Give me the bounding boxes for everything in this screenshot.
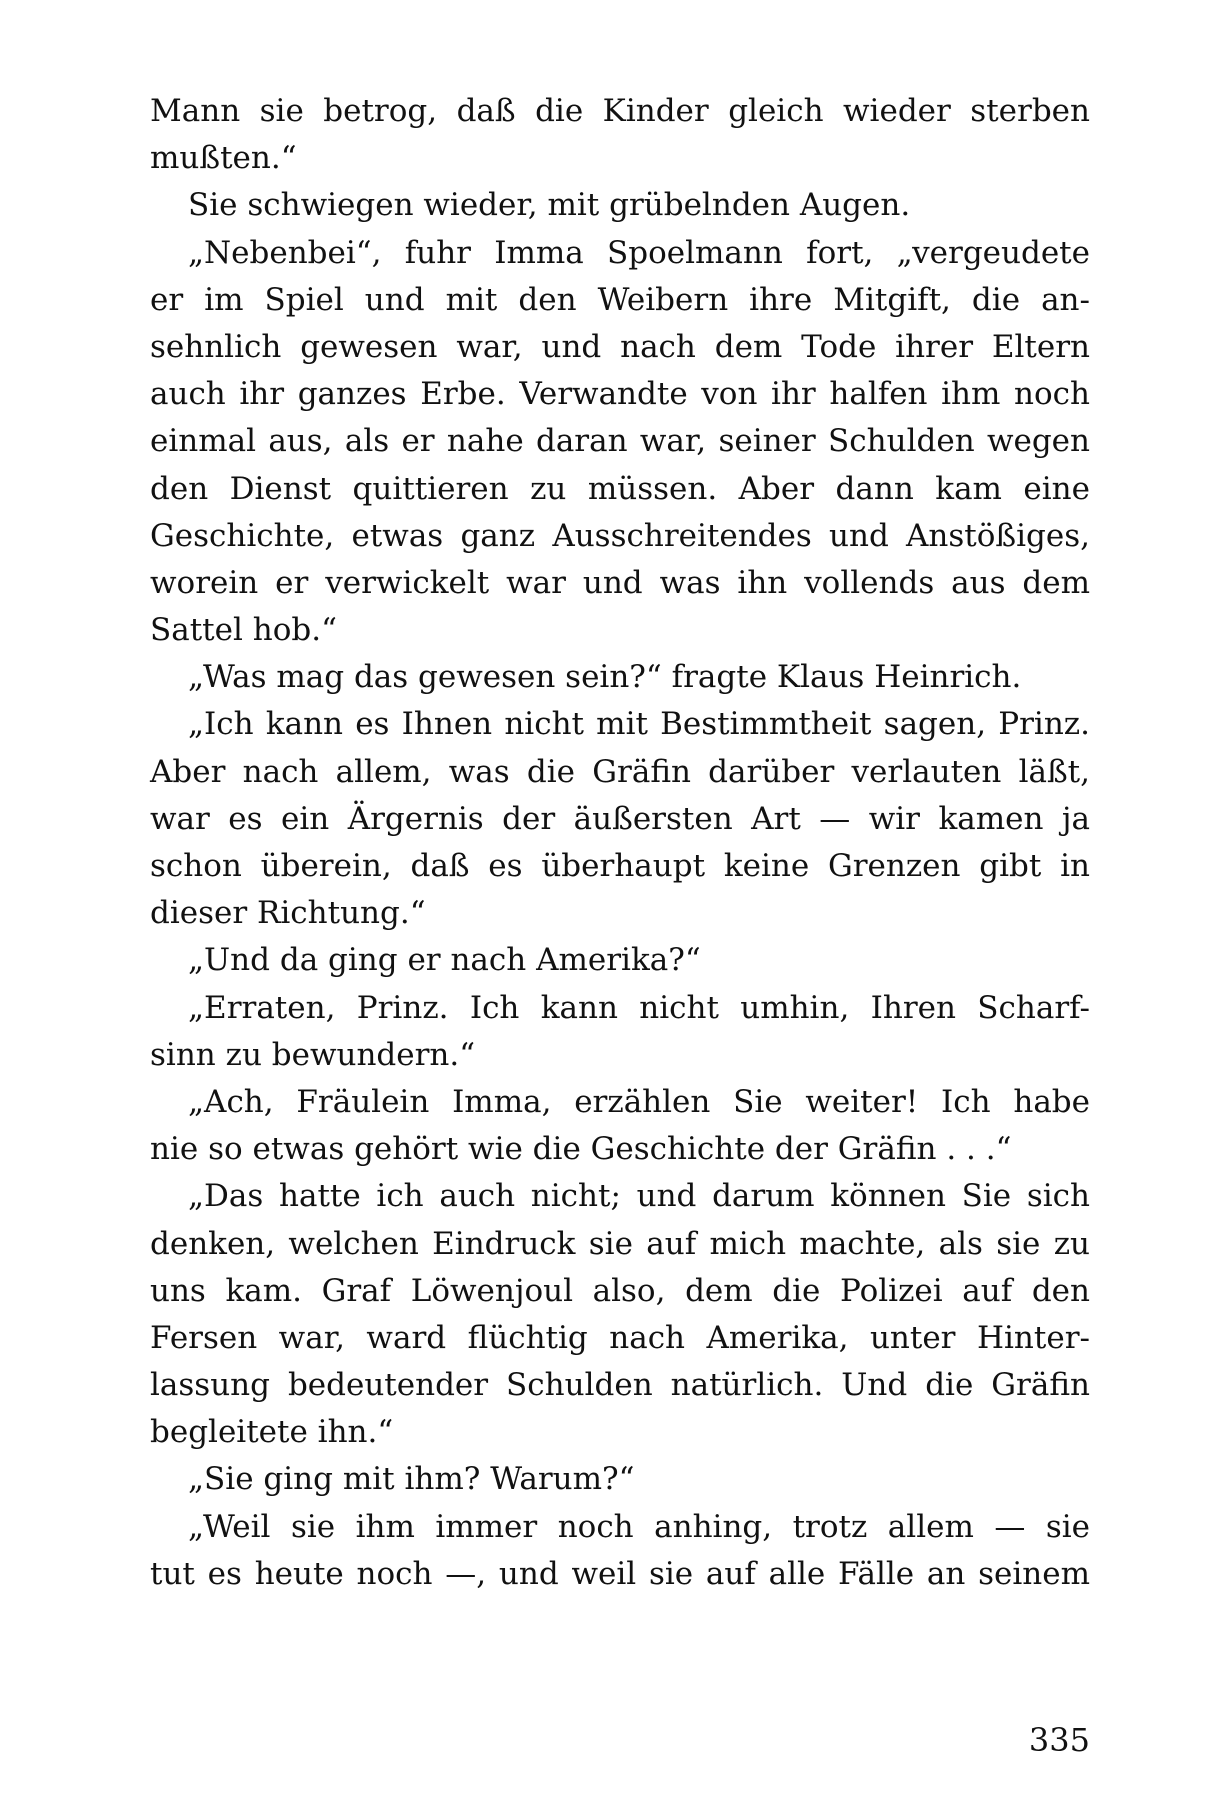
text-line: Sie schwiegen wieder, mit grübelnden Augen.	[188, 187, 911, 224]
text-line: „Das hatte ich auch nicht; und darum können Sie sich	[188, 1178, 1090, 1215]
text-line: denken, welchen Eindruck sie auf mich machte, als sie zu	[150, 1225, 1090, 1262]
text-line: tut es heute noch —, und weil sie auf alle Fälle an seinem	[150, 1555, 1090, 1592]
text-line: schon überein, daß es überhaupt keine Grenzen gibt in	[150, 848, 1090, 884]
text-line: war es ein Ärgernis der äußersten Art — wir kamen ja	[150, 800, 1090, 837]
text-line: worein er verwickelt war und was ihn vollends aus dem	[150, 564, 1090, 601]
text-line: auch ihr ganzes Erbe. Verwandte von ihr halfen ihm noch	[150, 376, 1090, 413]
text-line: uns kam. Graf Löwenjoul also, dem die Polizei auf den	[150, 1272, 1090, 1309]
text-line: Geschichte, etwas ganz Ausschreitendes und Anstößiges,	[150, 517, 1090, 554]
text-line: einmal aus, als er nahe daran war, seiner Schulden wegen	[150, 423, 1090, 460]
text-line: dieser Richtung.“	[150, 895, 426, 932]
text-line: „Ich kann es Ihnen nicht mit Bestimmtheit sagen, Prinz.	[188, 706, 1090, 743]
text-line: Sattel hob.“	[150, 612, 337, 649]
text-line: „Weil sie ihm immer noch anhing, trotz allem — sie	[188, 1508, 1090, 1545]
text-line: nie so etwas gehört wie die Geschichte der Gräfin . . .“	[150, 1131, 1012, 1168]
text-line: „Sie ging mit ihm? Warum?“	[188, 1461, 635, 1498]
page-body-text	[150, 88, 1090, 1598]
text-line: sinn zu bewundern.“	[150, 1036, 476, 1073]
text-line: „Erraten, Prinz. Ich kann nicht umhin, Ihren Scharf-	[188, 989, 1090, 1026]
text-line: lassung bedeutender Schulden natürlich. Und die Gräfin	[150, 1367, 1090, 1404]
page-number: 335	[1028, 1721, 1090, 1759]
text-line: den Dienst quittieren zu müssen. Aber dann kam eine	[150, 470, 1090, 507]
text-line: „Und da ging er nach Amerika?“	[188, 942, 701, 979]
text-line: „Nebenbei“, fuhr Imma Spoelmann fort, „vergeudete	[188, 234, 1090, 271]
text-line: Fersen war, ward flüchtig nach Amerika, unter Hinter-	[150, 1319, 1090, 1356]
book-page	[150, 88, 1090, 1778]
text-line: „Ach, Fräulein Imma, erzählen Sie weiter! Ich habe	[188, 1083, 1090, 1120]
text-line: „Was mag das gewesen sein?“ fragte Klaus Heinrich.	[188, 659, 1022, 696]
text-line: begleitete ihn.“	[150, 1414, 394, 1451]
text-line: mußten.“	[150, 140, 297, 177]
text-line: sehnlich gewesen war, und nach dem Tode ihrer Eltern	[150, 328, 1090, 365]
text-line: Aber nach allem, was die Gräfin darüber verlauten läßt,	[150, 753, 1090, 790]
text-line: er im Spiel und mit den Weibern ihre Mitgift, die an-	[150, 281, 1090, 318]
text-line: Mann sie betrog, daß die Kinder gleich wieder sterben	[150, 93, 1090, 129]
